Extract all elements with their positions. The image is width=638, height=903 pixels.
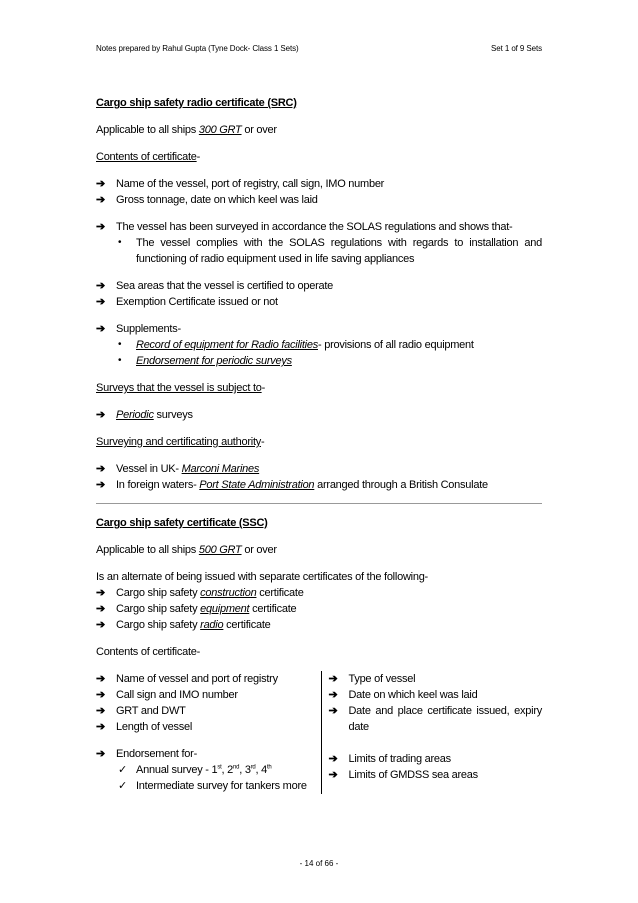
src-contents-label: Contents of certificate-: [96, 151, 201, 163]
ssc-applicable: Applicable to all ships 500 GRT or over: [96, 544, 277, 556]
check-icon: ✓: [118, 780, 127, 792]
left-column: [96, 671, 322, 794]
sub-list-item: • Endorsement for periodic surveys: [118, 355, 292, 367]
src-authority-label: Surveying and certificating authority-: [96, 436, 265, 448]
arrow-icon: ➔: [96, 296, 105, 308]
arrow-icon: ➔: [96, 463, 105, 475]
ssc-title: Cargo ship safety certificate (SSC): [96, 517, 268, 529]
right-column: [322, 671, 542, 794]
arrow-icon: ➔: [96, 409, 105, 421]
check-icon: ✓: [118, 764, 127, 776]
arrow-icon: ➔: [96, 587, 105, 599]
list-item: ➔ Cargo ship safety radio certificate: [96, 619, 271, 631]
arrow-icon: ➔: [96, 603, 105, 615]
bullet-icon: •: [118, 237, 122, 248]
sub-list-item: • Record of equipment for Radio facilities- provisions of all radio equipment: [118, 339, 474, 351]
arrow-icon: ➔: [96, 689, 105, 701]
src-surveys-label: Surveys that the vessel is subject to-: [96, 382, 266, 394]
header-right: Set 1 of 9 Sets: [491, 44, 542, 53]
arrow-icon: ➔: [328, 689, 338, 701]
sub-list-item: • The vessel complies with the SOLAS regulations with regards to installation and functioning of radio equipment used in life saving appliances: [118, 237, 542, 265]
list-item: ➔ Vessel in UK- Marconi Marines: [96, 463, 260, 475]
ssc-alternate: Is an alternate of being issued with separate certificates of the following-: [96, 571, 428, 583]
arrow-icon: ➔: [96, 194, 105, 206]
list-item: ➔ Limits of trading areas: [328, 753, 451, 765]
list-item: ➔ Sea areas that the vessel is certified to operate: [96, 280, 334, 292]
ssc-contents-columns: [96, 671, 542, 794]
arrow-icon: ➔: [328, 753, 338, 765]
list-item: ➔ Name of the vessel, port of registry, call sign, IMO number: [96, 178, 385, 190]
list-item: ➔ The vessel has been surveyed in accordance the SOLAS regulations and shows that-: [96, 221, 513, 233]
list-item: ➔ Call sign and IMO number: [96, 689, 238, 701]
list-item: ➔ Gross tonnage, date on which keel was laid: [96, 194, 318, 206]
list-item: ➔ Cargo ship safety construction certificate: [96, 587, 304, 599]
bullet-icon: •: [118, 355, 122, 366]
list-item: ➔ Length of vessel: [96, 721, 193, 733]
arrow-icon: ➔: [328, 673, 338, 685]
list-item: ➔ GRT and DWT: [96, 705, 186, 717]
arrow-icon: ➔: [96, 280, 105, 292]
sub-list-item: ✓ Intermediate survey for tankers more: [118, 780, 307, 792]
list-item: ➔ Periodic surveys: [96, 409, 193, 421]
list-item: ➔ Date on which keel was laid: [328, 689, 478, 701]
list-item: ➔ Limits of GMDSS sea areas: [328, 769, 478, 781]
arrow-icon: ➔: [96, 748, 105, 760]
ssc-contents-label: Contents of certificate-: [96, 646, 201, 658]
arrow-icon: ➔: [96, 619, 105, 631]
arrow-icon: ➔: [328, 705, 338, 717]
src-title: Cargo ship safety radio certificate (SRC): [96, 97, 297, 109]
arrow-icon: ➔: [96, 221, 105, 233]
list-item: ➔ Cargo ship safety equipment certificate: [96, 603, 297, 615]
arrow-icon: ➔: [96, 721, 105, 733]
page-content: [96, 95, 542, 794]
list-item: ➔ Exemption Certificate issued or not: [96, 296, 278, 308]
list-item: ➔ Name of vessel and port of registry: [96, 673, 278, 685]
arrow-icon: ➔: [328, 769, 338, 781]
list-item: ➔ Date and place certificate issued, expiry date: [328, 705, 542, 733]
arrow-icon: ➔: [96, 178, 105, 190]
bullet-icon: •: [118, 339, 122, 350]
arrow-icon: ➔: [96, 323, 105, 335]
sub-list-item: ✓ Annual survey - 1st, 2nd, 3rd, 4th: [118, 764, 272, 776]
list-item: ➔ Endorsement for-: [96, 748, 197, 760]
page-number: - 14 of 66 -: [299, 859, 339, 868]
src-applicable: Applicable to all ships 300 GRT or over: [96, 124, 277, 136]
arrow-icon: ➔: [96, 479, 105, 491]
header-left: Notes prepared by Rahul Gupta (Tyne Dock- Class 1 Sets): [96, 44, 299, 53]
list-item: ➔ Supplements-: [96, 323, 181, 335]
list-item: ➔ Type of vessel: [328, 673, 416, 685]
arrow-icon: ➔: [96, 705, 105, 717]
arrow-icon: ➔: [96, 673, 105, 685]
list-item: ➔ In foreign waters- Port State Administration arranged through a British Consulate: [96, 479, 488, 491]
